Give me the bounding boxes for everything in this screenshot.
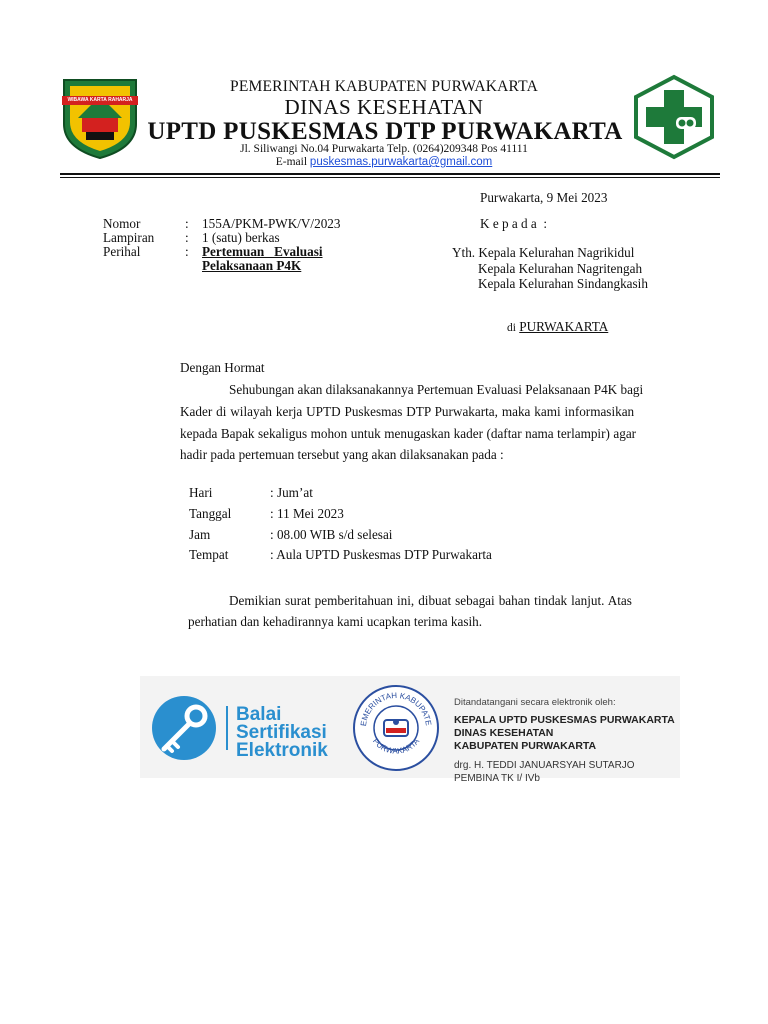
perihal-colon: : [185, 244, 189, 259]
recipient-line-3: Kepala Kelurahan Sindangkasih [478, 276, 648, 291]
schedule-label-hari: Hari [189, 485, 213, 500]
nomor-label: Nomor [103, 216, 141, 231]
seal-text-top: EMERINTAH KABUPATE [358, 690, 433, 727]
letterhead-department: DINAS KESEHATAN [284, 95, 484, 119]
signer-name: drg. H. TEDDI JANUARSYAH SUTARJO [454, 760, 635, 771]
bsre-line-1: Balai [236, 704, 282, 725]
letterhead-rule-thin [60, 177, 720, 178]
schedule-value-jam: : 08.00 WIB s/d selesai [270, 527, 393, 542]
signer-rank: PEMBINA TK I/ IVb [454, 773, 540, 784]
greeting: Dengan Hormat [180, 360, 265, 375]
seal-text-bottom: PURWAKARTA [370, 736, 422, 756]
schedule-label-jam: Jam [189, 527, 211, 542]
paragraph-1-line-1: Sehubungan akan dilaksanakannya Pertemuan Evaluasi Pelaksanaan P4K bagi [229, 382, 644, 397]
bsre-line-3: Elektronik [236, 740, 328, 761]
recipient-city [507, 320, 608, 335]
letterhead-address: Jl. Siliwangi No.04 Purwakarta Telp. (0264)209348 Pos 41111 [240, 143, 528, 155]
bsre-divider [226, 706, 228, 750]
regency-seal [352, 684, 440, 772]
city-value: PURWAKARTA [519, 319, 609, 334]
letterhead-government: PEMERINTAH KABUPATEN PURWAKARTA [230, 78, 538, 95]
bsre-line-2: Sertifikasi [236, 722, 327, 743]
signer-title-1: KEPALA UPTD PUSKESMAS PURWAKARTA [454, 714, 675, 726]
paragraph-1-line-4: hadir pada pertemuan tersebut yang akan dilaksanakan pada : [180, 447, 504, 462]
lampiran-label: Lampiran [103, 230, 155, 245]
schedule-value-hari: : Jum’at [270, 485, 313, 500]
letterhead-institution: UPTD PUSKESMAS DTP PURWAKARTA [147, 118, 623, 145]
schedule-value-tanggal: : 11 Mei 2023 [270, 506, 344, 521]
email-link[interactable]: puskesmas.purwakarta@gmail.com [309, 156, 493, 168]
recipient-line-2: Kepala Kelurahan Nagritengah [478, 261, 643, 276]
signer-title-2: DINAS KESEHATAN [454, 727, 554, 739]
bsre-key-icon [150, 694, 218, 762]
recipient-line-1: Yth. Kepala Kelurahan Nagrikidul [452, 245, 635, 260]
emblem-motto: WIBAWA KARTA RAHARJA [67, 97, 133, 103]
e-signature-banner [140, 676, 680, 784]
signer-title-3: KABUPATEN PURWAKARTA [454, 740, 597, 752]
kepada-label: K e p a d a : [480, 216, 548, 231]
di-label: di [507, 322, 516, 334]
paragraph-1-line-3: kepada Bapak sekaligus mohon untuk menugaskan kader (daftar nama terlampir) agar [180, 426, 637, 441]
schedule-label-tanggal: Tanggal [189, 506, 232, 521]
place-date: Purwakarta, 9 Mei 2023 [480, 190, 608, 205]
puskesmas-logo [632, 74, 716, 160]
letterhead-rule-thick [60, 173, 720, 175]
closing-line-2: perhatian dan kehadirannya kami ucapkan terima kasih. [188, 614, 483, 629]
schedule-label-tempat: Tempat [189, 547, 229, 562]
schedule-value-tempat: : Aula UPTD Puskesmas DTP Purwakarta [270, 547, 492, 562]
signed-by-label: Ditandatangani secara elektronik oleh: [454, 697, 616, 708]
nomor-value: 155A/PKM-PWK/V/2023 [202, 216, 341, 231]
lampiran-value: 1 (satu) berkas [202, 230, 280, 245]
closing-line-1: Demikian surat pemberitahuan ini, dibuat sebagai bahan tindak lanjut. Atas [229, 593, 632, 608]
lampiran-colon: : [185, 230, 189, 245]
perihal-label: Perihal [103, 244, 141, 259]
nomor-colon: : [185, 216, 189, 231]
paragraph-1-line-2: Kader di wilayah kerja UPTD Puskesmas DTP Purwakarta, maka kami informasikan [180, 404, 635, 419]
email-label: E-mail [275, 156, 308, 168]
perihal-value-line1: Pertemuan Evaluasi [202, 244, 323, 259]
perihal-value-line2: Pelaksanaan P4K [202, 258, 302, 273]
